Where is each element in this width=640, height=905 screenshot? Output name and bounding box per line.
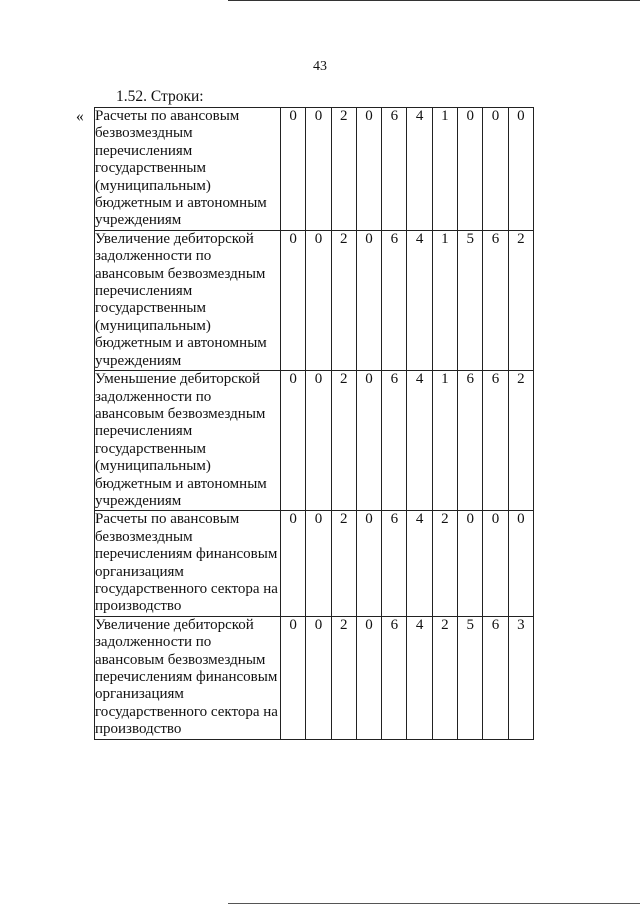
code-digit-cell: 2 — [331, 511, 356, 616]
code-digit-cell: 2 — [508, 371, 533, 511]
code-digit-cell: 2 — [331, 230, 356, 370]
row-name-cell: Расчеты по авансовым безвозмездным перечислениям финансовым организациям государственного сектора на производство — [95, 511, 281, 616]
code-digit-cell: 0 — [458, 511, 483, 616]
code-digit-cell: 2 — [432, 511, 457, 616]
code-digit-cell: 0 — [458, 108, 483, 231]
code-digit-cell: 4 — [407, 371, 432, 511]
code-digit-cell: 0 — [483, 511, 508, 616]
code-digit-cell: 1 — [432, 371, 457, 511]
code-digit-cell: 2 — [508, 230, 533, 370]
code-digit-cell: 2 — [331, 371, 356, 511]
code-digit-cell: 0 — [306, 371, 331, 511]
code-digit-cell: 6 — [382, 230, 407, 370]
page-number: 43 — [313, 59, 327, 74]
code-digit-cell: 0 — [306, 108, 331, 231]
code-digit-cell: 5 — [458, 230, 483, 370]
code-digit-cell: 6 — [458, 371, 483, 511]
scan-edge-bottom — [228, 903, 640, 904]
code-digit-cell: 0 — [508, 108, 533, 231]
code-digit-cell: 0 — [281, 230, 306, 370]
code-digit-cell: 0 — [281, 616, 306, 739]
row-name-cell: Уменьшение дебиторской задолженности по авансовым безвозмездным перечислениям государственным (муниципальным) бюджетным и автономным учреждениям — [95, 371, 281, 511]
table-row — [95, 230, 534, 370]
code-digit-cell: 0 — [356, 108, 381, 231]
code-digit-cell: 0 — [306, 230, 331, 370]
code-digit-cell: 6 — [382, 616, 407, 739]
table-row — [95, 371, 534, 511]
opening-quote-mark: « — [76, 108, 84, 125]
code-digit-cell: 0 — [306, 511, 331, 616]
code-digit-cell: 6 — [483, 371, 508, 511]
code-digit-cell: 0 — [356, 371, 381, 511]
code-digit-cell: 0 — [281, 108, 306, 231]
code-digit-cell: 6 — [483, 616, 508, 739]
section-heading: 1.52. Строки: — [116, 88, 204, 105]
table-row — [95, 108, 534, 231]
code-digit-cell: 0 — [508, 511, 533, 616]
code-digit-cell: 0 — [356, 230, 381, 370]
code-digit-cell: 2 — [432, 616, 457, 739]
code-digit-cell: 1 — [432, 230, 457, 370]
code-digit-cell: 0 — [356, 616, 381, 739]
code-digit-cell: 0 — [281, 371, 306, 511]
code-digit-cell: 4 — [407, 511, 432, 616]
code-digit-cell: 4 — [407, 108, 432, 231]
code-digit-cell: 4 — [407, 230, 432, 370]
table-row — [95, 511, 534, 616]
code-digit-cell: 6 — [382, 108, 407, 231]
code-digit-cell: 2 — [331, 616, 356, 739]
code-digit-cell: 2 — [331, 108, 356, 231]
code-digit-cell: 0 — [483, 108, 508, 231]
row-name-cell: Расчеты по авансовым безвозмездным перечислениям государственным (муниципальным) бюджетным и автономным учреждениям — [95, 108, 281, 231]
code-digit-cell: 0 — [281, 511, 306, 616]
table-row — [95, 616, 534, 739]
code-digit-cell: 6 — [382, 511, 407, 616]
code-digit-cell: 0 — [356, 511, 381, 616]
code-digit-cell: 6 — [483, 230, 508, 370]
table-body — [95, 108, 534, 740]
scan-edge-top — [228, 0, 640, 1]
code-digit-cell: 4 — [407, 616, 432, 739]
code-digit-cell: 6 — [382, 371, 407, 511]
code-digit-cell: 0 — [306, 616, 331, 739]
code-digit-cell: 5 — [458, 616, 483, 739]
budget-code-table — [94, 107, 534, 740]
code-digit-cell: 3 — [508, 616, 533, 739]
code-digit-cell: 1 — [432, 108, 457, 231]
row-name-cell: Увеличение дебиторской задолженности по авансовым безвозмездным перечислениям государственным (муниципальным) бюджетным и автономным учреждениям — [95, 230, 281, 370]
row-name-cell: Увеличение дебиторской задолженности по авансовым безвозмездным перечислениям финансовым организациям государственного сектора на производство — [95, 616, 281, 739]
